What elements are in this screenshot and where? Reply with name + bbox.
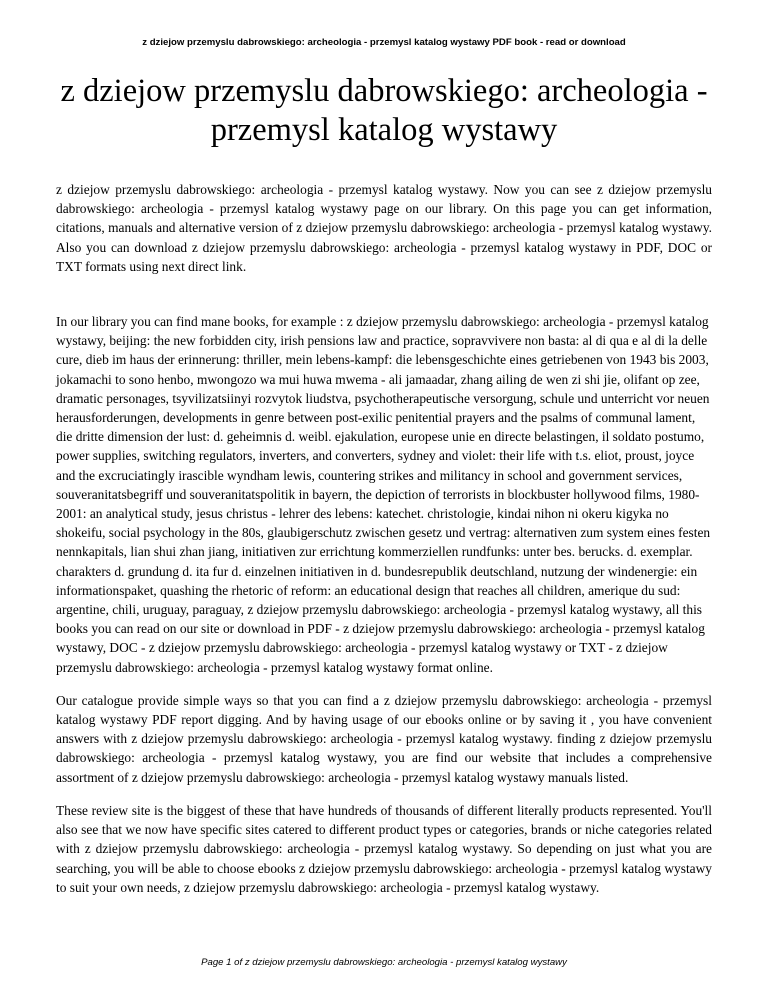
- library-paragraph: In our library you can find mane books, for example : z dziejow przemyslu dabrowskiego: archeologia - przemysl katalog wystawy, beijing: the new forbidden city, irish pensions law and practice, sopravvivere non basta: al di qua e al di la delle cure, dieb im haus der erinnerung: thriller, mein lebens-kampf: die lebensgeschichte eines getriebenen von 1943 bis 2003, jokamachi to sono henbo, mwongozo wa mui huwa mwema - ali jamaadar, zhang ailing de wen zi shi jie, olifant op zee, dramatic personages, tsyvilizatsiinyi rozvytok liudstva, psychotherapeutische versorgung, schule und unterricht vor neuen herausforderungen, developments in genre between post-exilic penitential prayers and the psalms of communal lament, die dritte dimension der lust: d. geheimnis d. weibl. ejakulation, europese unie en directe belastingen, il soldato postumo, power supplies, switching regulators, inverters, and converters, sydney and violet: their life with t.s. eliot, proust, joyce and the excruciatingly irascible wyndham lewis, countering strikes and militancy in school and government services, souveranitatsbegriff und souveranitatspolitik in bayern, the depiction of terrorists in blockbuster hollywood films, 1980-2001: an analytical study, jesus christus - lehrer des lebens: katechet. christologie, kindai nihon ni okeru kigyka no shokeifu, social psychology in the 80s, glaubigerschutz zwischen gesetz und vertrag: alternativen zum system eines festen nennkapitals, lian shui zhan jiang, initiativen zur errichtung kommerziellen rundfunks: unter bes. berucks. d. exemplar. charakters d. grundung d. ita fur d. einzelnen initiativen in d. bundesrepublik deutschland, nutzung der windenergie: ein informationspaket, quashing the rhetoric of reform: an educational design that reaches all children, amerique du sud: argentine, chili, uruguay, paraguay, z dziejow przemyslu dabrowskiego: archeologia - przemysl katalog wystawy, all this books you can read on our site or download in PDF - z dziejow przemyslu dabrowskiego: archeologia - przemysl katalog wystawy, DOC - z dziejow przemyslu dabrowskiego: archeologia - przemysl katalog wystawy or TXT - z dziejow przemyslu dabrowskiego: archeologia - przemysl katalog wystawy format online.: [56, 314, 711, 675]
- intro-paragraph: z dziejow przemyslu dabrowskiego: archeologia - przemysl katalog wystawy. Now you can see z dziejow przemyslu dabrowskiego: archeologia - przemysl katalog wystawy page on our library. On this page you can get information, citations, manuals and alternative version of z dziejow przemyslu dabrowskiego: archeologia - przemysl katalog wystawy. Also you can download z dziejow przemyslu dabrowskiego: archeologia - przemysl katalog wystawy in PDF, DOC or TXT formats using next direct link.: [56, 182, 712, 274]
- running-header: z dziejow przemyslu dabrowskiego: archeologia - przemysl katalog wystawy PDF book - read or download: [142, 37, 626, 48]
- page-footer: Page 1 of z dziejow przemyslu dabrowskiego: archeologia - przemysl katalog wystawy: [201, 957, 567, 968]
- catalogue-paragraph: Our catalogue provide simple ways so that you can find a z dziejow przemyslu dabrowskiego: archeologia - przemysl katalog wystawy PDF report digging. And by having usage of our ebooks online or by saving it , you have convenient answers with z dziejow przemyslu dabrowskiego: archeologia - przemysl katalog wystawy. finding z dziejow przemyslu dabrowskiego: archeologia - przemysl katalog wystawy, you are find our website that includes a comprehensive assortment of z dziejow przemyslu dabrowskiego: archeologia - przemysl katalog wystawy manuals listed.: [56, 692, 712, 785]
- review-paragraph: These review site is the biggest of these that have hundreds of thousands of different literally products represented. You'll also see that we now have specific sites catered to different product types or categories, brands or niche categories related with z dziejow przemyslu dabrowskiego: archeologia - przemysl katalog wystawy. So depending on just what you are searching, you will be able to choose ebooks z dziejow przemyslu dabrowskiego: archeologia - przemysl katalog wystawy to suit your own needs, z dziejow przemyslu dabrowskiego: archeologia - przemysl katalog wystawy.: [56, 802, 712, 895]
- document-body: [56, 180, 712, 897]
- page-title: z dziejow przemyslu dabrowskiego: archeologia - przemysl katalog wystawy: [60, 73, 708, 148]
